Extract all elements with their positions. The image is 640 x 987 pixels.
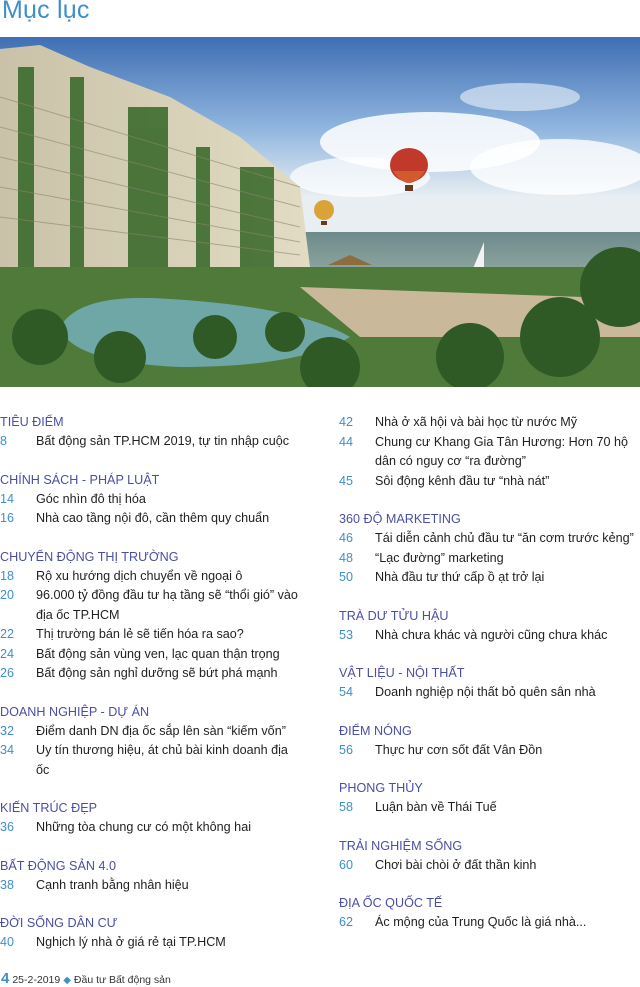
section-title: TRẢI NGHIỆM SỐNG [339, 838, 463, 853]
toc-entry[interactable] [0, 876, 300, 896]
toc-entry-title: Nhà cao tầng nội đô, cần thêm quy chuẩn [36, 511, 270, 525]
toc-entry-title: Uy tín thương hiệu, át chủ bài kinh doanh địa ốc [36, 743, 288, 777]
toc-page-number: 46 [339, 531, 354, 545]
toc-entry[interactable] [339, 568, 639, 588]
toc-section [339, 510, 639, 588]
toc-section [0, 471, 300, 529]
toc-entry-title: Những tòa chung cư có một không hai [36, 820, 251, 834]
section-title: DOANH NGHIỆP - DỰ ÁN [0, 704, 150, 719]
diamond-icon: ◆ [63, 975, 71, 986]
toc-entry[interactable] [339, 626, 639, 646]
section-title: ĐIỂM NÓNG [339, 723, 412, 738]
toc-page-number: 50 [339, 570, 354, 584]
toc-entry-title: Doanh nghiệp nội thất bỏ quên sân nhà [375, 685, 596, 699]
page-title: Mục lục [2, 0, 90, 24]
toc-entry-title: Bất động sản TP.HCM 2019, tự tin nhập cuộc [36, 434, 289, 448]
section-title: TRÀ DƯ TỬU HẬU [339, 608, 449, 623]
toc-entry[interactable] [339, 529, 639, 549]
section-title: 360 ĐỘ MARKETING [339, 512, 461, 526]
toc-page-number: 14 [0, 491, 15, 506]
toc-entry-title: Nhà ở xã hội và bài học từ nước Mỹ [375, 415, 578, 429]
toc-entry[interactable] [339, 549, 639, 569]
toc-entry-title: Thị trường bán lẻ sẽ tiến hóa ra sao? [36, 627, 244, 641]
toc-entry[interactable] [0, 625, 300, 645]
toc-entry-title: Tái diễn cảnh chủ đầu tư “ăn cơm trước kẻng” [375, 531, 634, 545]
toc-right-column [339, 400, 639, 933]
resort-beach-balloons-photo [0, 37, 640, 387]
toc-left-column [0, 400, 300, 953]
toc-page-number: 18 [0, 568, 15, 583]
toc-entry-title: “Lạc đường” marketing [375, 550, 504, 565]
toc-entry[interactable] [0, 664, 300, 684]
toc-entry[interactable] [339, 741, 639, 761]
issue-date: 25-2-2019 [12, 974, 61, 986]
section-title: KIẾN TRÚC ĐẸP [0, 801, 98, 815]
toc-section [0, 703, 300, 781]
toc-page-number: 20 [0, 588, 15, 602]
toc-entry[interactable] [0, 490, 300, 510]
toc-page-number: 48 [339, 550, 354, 565]
toc-entry-title: Thực hư cơn sốt đất Vân Đồn [375, 742, 543, 757]
section-title: TIÊU ĐIỂM [0, 415, 64, 429]
toc-section [0, 857, 300, 896]
toc-entry[interactable] [339, 856, 639, 876]
toc-entry[interactable] [339, 433, 639, 472]
section-title: BẤT ĐỘNG SẢN 4.0 [0, 858, 116, 873]
toc-section [339, 837, 639, 876]
toc-page-number: 44 [339, 434, 354, 449]
page-number: 4 [1, 970, 10, 987]
toc-page-number: 54 [339, 685, 354, 699]
toc-page-number: 34 [0, 743, 15, 757]
toc-section [0, 548, 300, 684]
toc-page-number: 38 [0, 877, 15, 892]
toc-section [339, 664, 639, 703]
toc-entry-title: Chung cư Khang Gia Tân Hương: Hơn 70 hộ dân có nguy cơ “ra đường” [375, 434, 628, 468]
toc-page-number: 36 [0, 820, 15, 834]
toc-page-number: 32 [0, 723, 15, 738]
toc-section [339, 722, 639, 761]
toc-entry-title: Sôi động kênh đầu tư “nhà nát” [375, 473, 550, 488]
toc-entry-title: Chơi bài chòi ở đất thần kinh [375, 857, 537, 872]
toc-section [339, 607, 639, 646]
toc-page-number: 8 [0, 434, 8, 448]
toc-entry[interactable] [0, 567, 300, 587]
toc-entry[interactable] [0, 586, 300, 625]
toc-entry[interactable] [339, 798, 639, 818]
toc-page-number: 60 [339, 857, 354, 872]
toc-entry[interactable] [0, 818, 300, 838]
toc-entry[interactable] [339, 913, 639, 933]
toc-entry-title: Luận bàn về Thái Tuế [375, 800, 497, 814]
section-title: VẬT LIỆU - NỘI THẤT [339, 666, 465, 680]
toc-page-number: 42 [339, 415, 354, 429]
toc-entry[interactable] [0, 741, 300, 780]
section-title: ĐỜI SỐNG DÂN CƯ [0, 916, 118, 930]
toc-entry[interactable] [0, 933, 300, 953]
toc-page-number: 40 [0, 935, 15, 949]
section-title: CHUYỂN ĐỘNG THỊ TRƯỜNG [0, 549, 179, 564]
toc-page-number: 22 [0, 627, 15, 641]
toc-entry-title: Bất động sản nghỉ dưỡng sẽ bứt phá mạnh [36, 666, 278, 680]
toc-entry-title: 96.000 tỷ đồng đầu tư hạ tầng sẽ “thổi gió” vào địa ốc TP.HCM [36, 588, 298, 622]
toc-entry[interactable] [0, 432, 300, 452]
toc-entry[interactable] [0, 509, 300, 529]
toc-entry-title: Bất động sản vùng ven, lạc quan thận trọng [36, 646, 280, 661]
toc-entry[interactable] [339, 472, 639, 492]
toc-entry-title: Điểm danh DN địa ốc sắp lên sàn “kiếm vốn” [36, 723, 286, 738]
toc-entry[interactable] [0, 722, 300, 742]
section-title: CHÍNH SÁCH - PHÁP LUẬT [0, 472, 160, 487]
toc-page-number: 58 [339, 800, 354, 814]
toc-entry[interactable] [339, 683, 639, 703]
section-title: ĐỊA ỐC QUỐC TẾ [339, 896, 443, 910]
toc-entry-title: Ác mộng của Trung Quốc là giá nhà... [375, 915, 587, 929]
section-title: PHONG THỦY [339, 781, 423, 795]
toc-page-number: 26 [0, 666, 15, 680]
page-footer [1, 970, 171, 987]
toc-section [0, 413, 300, 452]
toc-entry-title: Cạnh tranh bằng nhân hiệu [36, 877, 189, 892]
toc-page-number: 16 [0, 511, 15, 525]
toc-entry-title: Nghịch lý nhà ở giá rẻ tại TP.HCM [36, 935, 226, 949]
toc-entry-title: Rộ xu hướng dịch chuyển về ngoại ô [36, 568, 243, 583]
toc-page-number: 45 [339, 473, 354, 488]
toc-page-number: 53 [339, 627, 354, 642]
toc-entry[interactable] [0, 645, 300, 665]
toc-entry-title: Nhà chưa khác và người cũng chưa khác [375, 627, 608, 642]
toc-page-number: 24 [0, 646, 15, 661]
toc-entry[interactable] [339, 413, 639, 433]
hero-photo [0, 37, 640, 387]
toc-section [339, 413, 639, 491]
publication-name: Đầu tư Bất động sản [73, 974, 171, 986]
toc-page-number: 56 [339, 742, 354, 757]
toc-entry-title: Góc nhìn đô thị hóa [36, 491, 146, 506]
toc-section [339, 894, 639, 933]
toc-section [339, 779, 639, 818]
toc-section [0, 799, 300, 838]
toc-section [0, 914, 300, 953]
toc-entry-title: Nhà đầu tư thứ cấp ồ ạt trở lại [375, 570, 545, 584]
toc-page-number: 62 [339, 915, 354, 929]
